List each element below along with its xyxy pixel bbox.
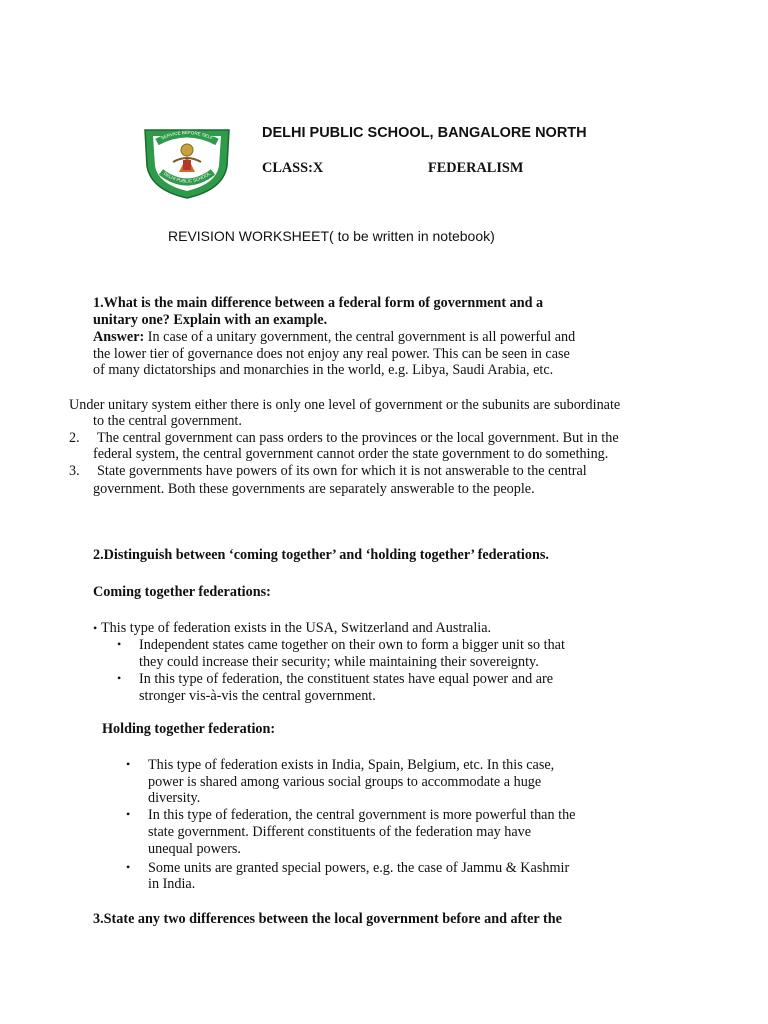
q1-point2-num: 2. bbox=[69, 430, 80, 446]
holding-item2-line2: state government. Different constituents of the federation may have bbox=[148, 824, 532, 840]
answer-text: In case of a unitary government, the central government is all powerful and bbox=[144, 329, 576, 345]
coming-together-heading: Coming together federations: bbox=[93, 584, 271, 600]
q1-answer-line2: the lower tier of governance does not enjoy any real power. This can be seen in case bbox=[93, 346, 570, 362]
bullet: • bbox=[126, 807, 131, 821]
coming-item2-line2: they could increase their security; while maintaining their sovereignty. bbox=[139, 654, 539, 670]
q2-question: 2.Distinguish between ‘coming together’ and ‘holding together’ federations. bbox=[93, 547, 549, 563]
q1-answer-line1 bbox=[93, 329, 575, 346]
q1-point3-line2: government. Both these governments are separately answerable to the people. bbox=[93, 481, 535, 497]
subject-title: FEDERALISM bbox=[428, 160, 524, 176]
holding-item2-line3: unequal powers. bbox=[148, 841, 241, 857]
holding-item1-line1: This type of federation exists in India, Spain, Belgium, etc. In this case, bbox=[148, 757, 555, 773]
holding-item2-line1: In this type of federation, the central government is more powerful than the bbox=[148, 807, 576, 823]
q1-point2-line1: The central government can pass orders to the provinces or the local government. But in the bbox=[97, 430, 619, 446]
class-label: CLASS:X bbox=[262, 160, 324, 176]
worksheet-title: REVISION WORKSHEET( to be written in notebook) bbox=[168, 228, 495, 244]
logo-school-name: DELHI PUBLIC SCHOOL bbox=[162, 170, 212, 184]
holding-item3-line2: in India. bbox=[148, 876, 196, 892]
answer-label: Answer: bbox=[93, 329, 145, 345]
q1-point3-line1: State governments have powers of its own for which it is not answerable to the central bbox=[97, 463, 587, 479]
q1-point1-line1: Under unitary system either there is only one level of government or the subunits are subordinate bbox=[69, 397, 621, 413]
coming-item3-line1: In this type of federation, the constituent states have equal power and are bbox=[139, 671, 554, 687]
q1-point1-line2: to the central government. bbox=[93, 413, 242, 429]
q1-question-line1: 1.What is the main difference between a federal form of government and a bbox=[93, 295, 544, 311]
bullet: • bbox=[126, 860, 131, 874]
logo-motto: SERVICE BEFORE SELF bbox=[160, 129, 214, 141]
q1-question-line2: unitary one? Explain with an example. bbox=[93, 312, 328, 328]
q1-answer-line3: of many dictatorships and monarchies in the world, e.g. Libya, Saudi Arabia, etc. bbox=[93, 362, 554, 378]
q3-question: 3.State any two differences between the local government before and after the bbox=[93, 911, 562, 927]
bullet: • bbox=[117, 671, 122, 685]
holding-item3-line1: Some units are granted special powers, e.g. the case of Jammu & Kashmir bbox=[148, 860, 570, 876]
coming-item1: This type of federation exists in the USA, Switzerland and Australia. bbox=[101, 620, 492, 636]
holding-item1-line2: power is shared among various social groups to accommodate a huge bbox=[148, 774, 542, 790]
bullet: • bbox=[126, 757, 131, 771]
q1-point2-line2: federal system, the central government cannot order the state government to do something. bbox=[93, 446, 609, 462]
coming-item2-line1: Independent states came together on their own to form a bigger unit so that bbox=[139, 637, 565, 653]
school-name: DELHI PUBLIC SCHOOL, BANGALORE NORTH bbox=[262, 125, 587, 141]
holding-together-heading: Holding together federation: bbox=[102, 721, 276, 737]
bullet: • bbox=[117, 637, 122, 651]
q1-point3-num: 3. bbox=[69, 463, 80, 479]
school-logo bbox=[139, 120, 235, 200]
coming-item3-line2: stronger vis-à-vis the central government. bbox=[139, 688, 376, 704]
bullet: • bbox=[93, 621, 98, 635]
holding-item1-line3: diversity. bbox=[148, 790, 201, 806]
